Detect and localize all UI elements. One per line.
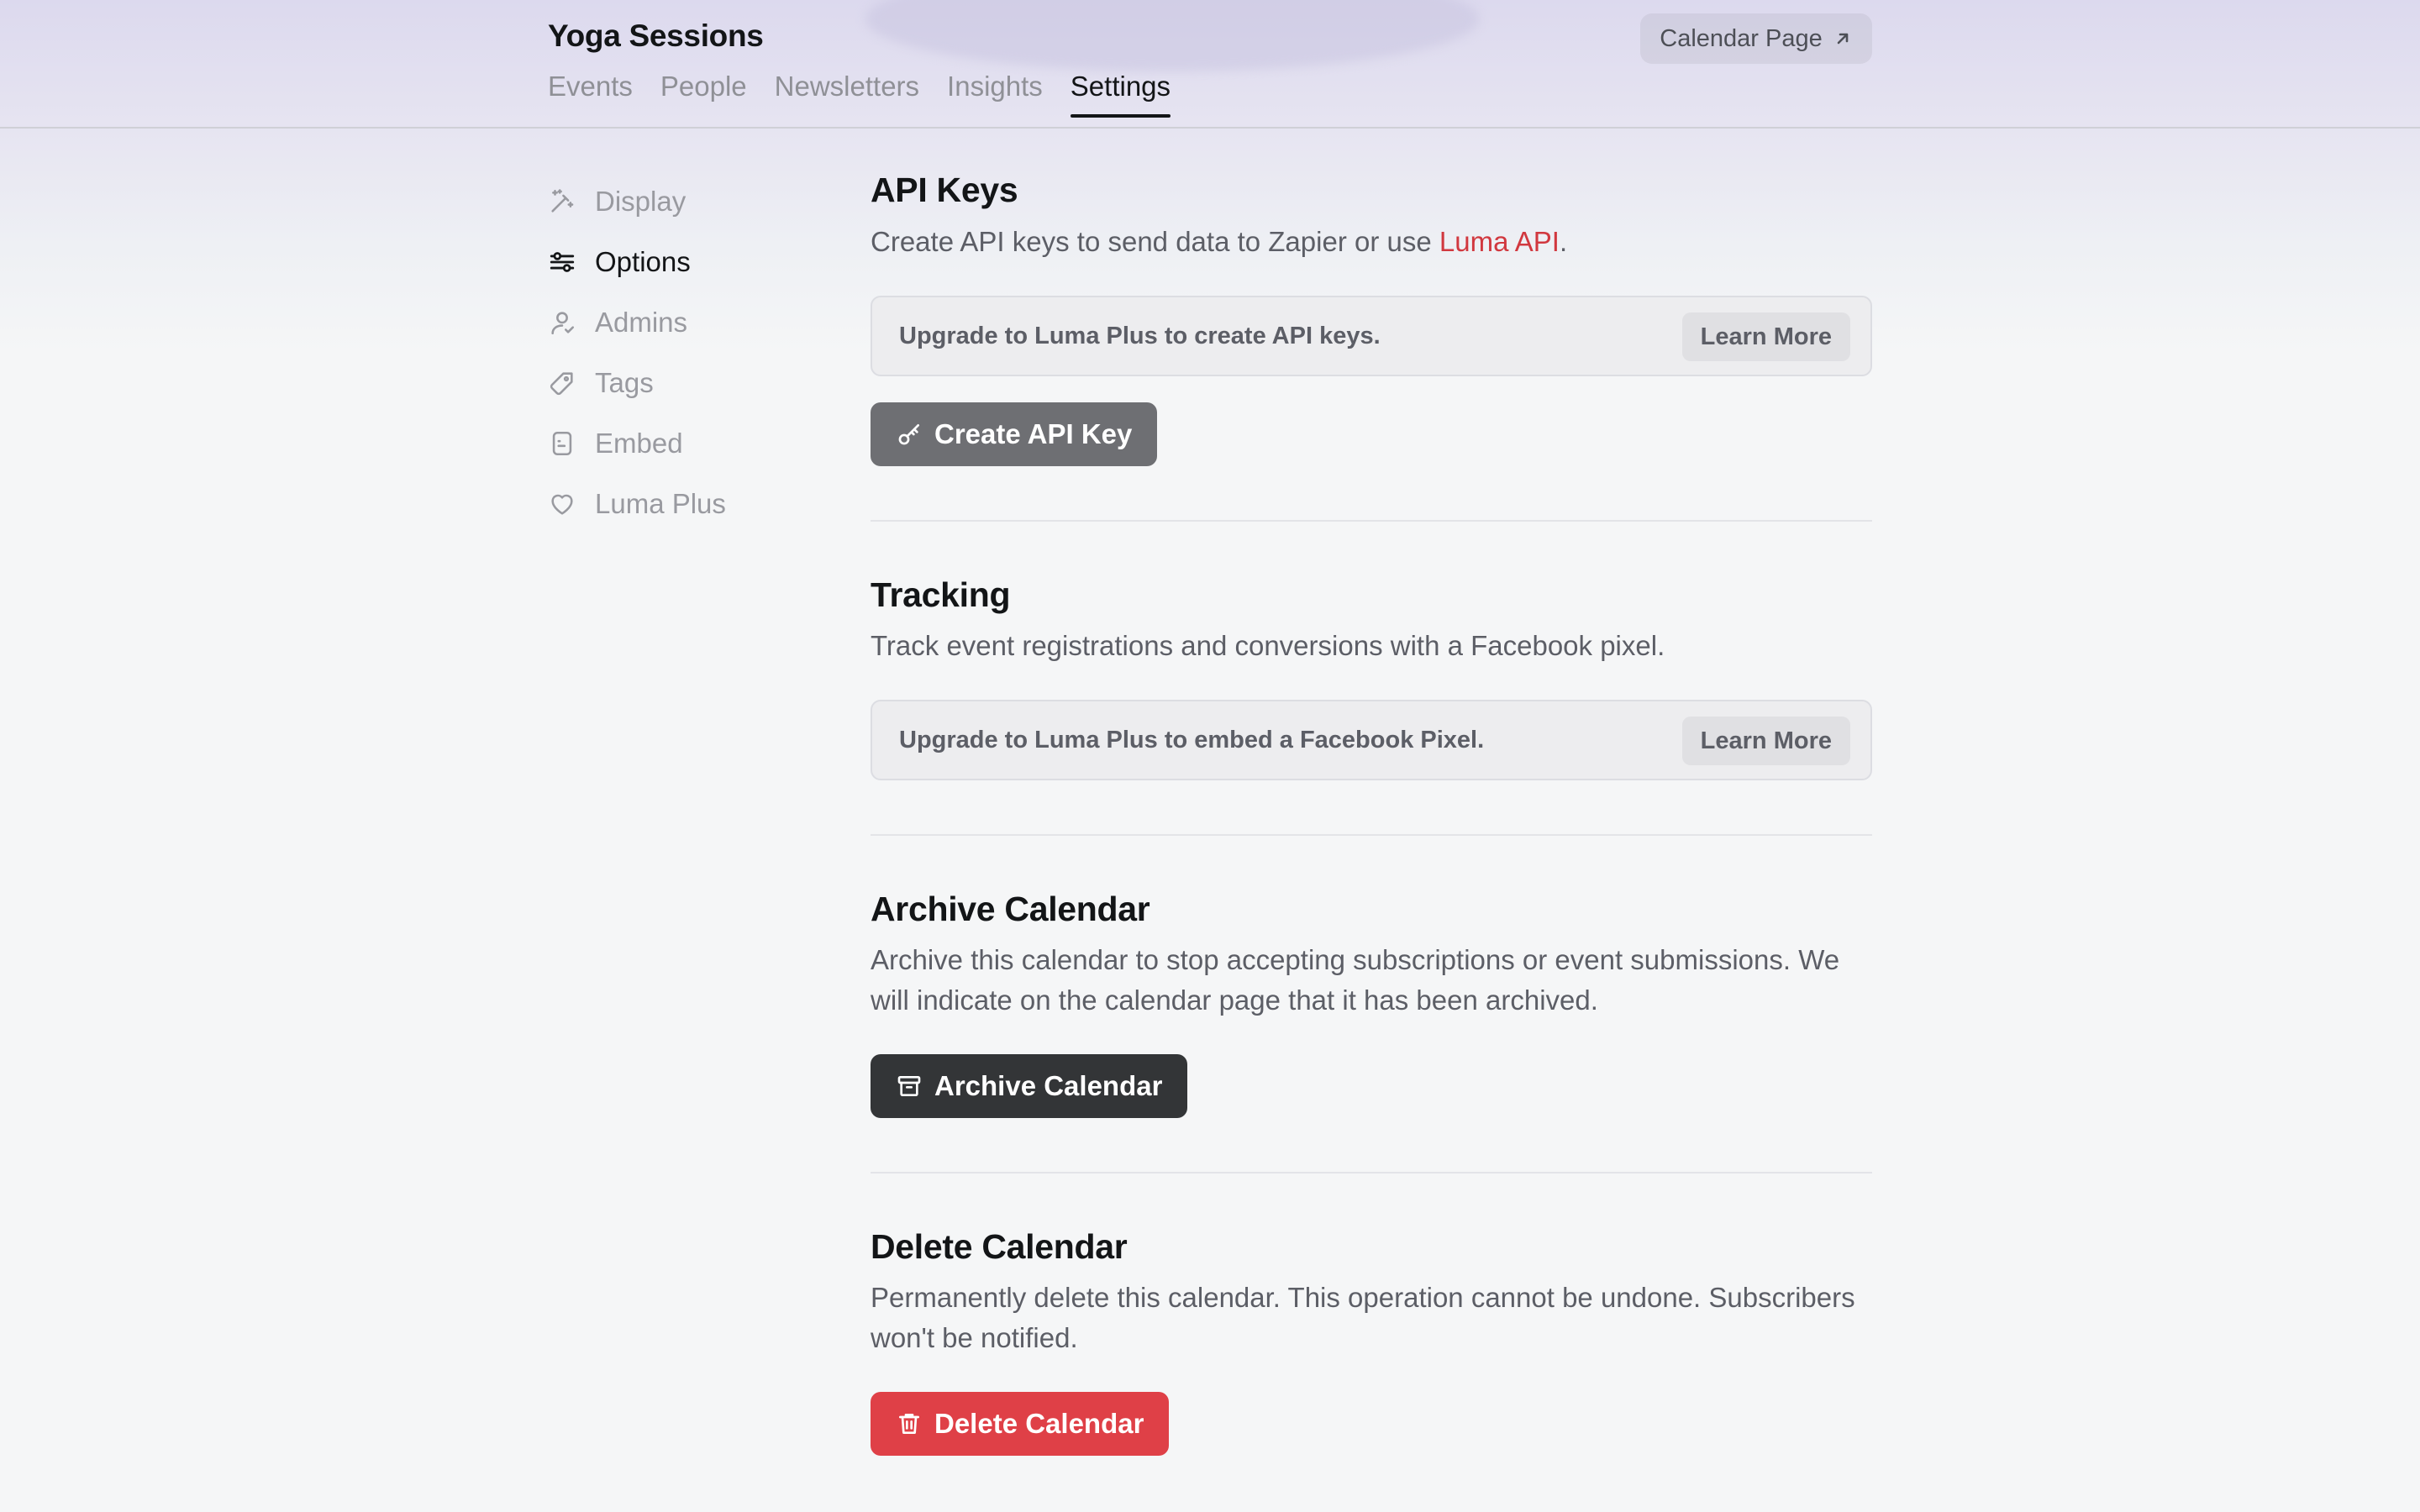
- upgrade-text: Upgrade to Luma Plus to create API keys.: [899, 323, 1381, 349]
- sidebar-item-embed[interactable]: [548, 413, 726, 474]
- tab-newsletters[interactable]: Newsletters: [774, 71, 920, 102]
- delete-calendar-description: Permanently delete this calendar. This operation cannot be undone. Subscribers won't be notified.: [871, 1282, 1855, 1353]
- delete-calendar-title: Delete Calendar: [871, 1227, 1128, 1266]
- calendar-page-button[interactable]: [1640, 13, 1872, 64]
- api-keys-title: API Keys: [871, 171, 1018, 209]
- sidebar-item-label: Embed: [595, 428, 683, 459]
- tab-events[interactable]: Events: [548, 71, 633, 102]
- sidebar-item-label: Tags: [595, 367, 654, 398]
- calendar-title: Yoga Sessions: [548, 18, 764, 53]
- upgrade-text: Upgrade to Luma Plus to embed a Facebook Pixel.: [899, 727, 1485, 753]
- api-keys-desc-suffix: .: [1559, 226, 1568, 257]
- archive-calendar-description: Archive this calendar to stop accepting subscriptions or event submissions. We will indicate on the calendar page that it has been archived.: [871, 944, 1840, 1016]
- tag-icon: [548, 369, 576, 397]
- sliders-icon: [548, 248, 576, 276]
- trash-icon: [896, 1410, 923, 1437]
- learn-more-button[interactable]: Learn More: [1682, 717, 1850, 765]
- sidebar-item-label: Display: [595, 186, 687, 217]
- sidebar-item-label: Luma Plus: [595, 488, 726, 519]
- archive-calendar-title: Archive Calendar: [871, 890, 1150, 928]
- sidebar-item-label: Options: [595, 246, 691, 277]
- key-icon: [896, 421, 923, 448]
- learn-more-button[interactable]: Learn More: [1682, 312, 1850, 361]
- delete-calendar-button[interactable]: [871, 1392, 1169, 1456]
- tab-people[interactable]: People: [660, 71, 747, 102]
- calendar-header: [0, 0, 2420, 129]
- section-divider: [871, 834, 1872, 836]
- tracking-upgrade-notice: [871, 700, 1872, 780]
- sidebar-item-label: Admins: [595, 307, 688, 338]
- api-keys-upgrade-notice: [871, 296, 1872, 376]
- magic-wand-icon: [548, 187, 576, 216]
- archive-calendar-label: Archive Calendar: [934, 1070, 1163, 1101]
- delete-calendar-label: Delete Calendar: [934, 1408, 1144, 1439]
- user-check-icon: [548, 308, 576, 337]
- create-api-key-button[interactable]: [871, 402, 1157, 466]
- sidebar-item-luma-plus[interactable]: [548, 474, 726, 534]
- sidebar-item-admins[interactable]: [548, 292, 726, 353]
- archive-icon: [896, 1073, 923, 1100]
- api-keys-description: [871, 222, 1872, 262]
- tab-bar: [548, 71, 1171, 116]
- create-api-key-label: Create API Key: [934, 418, 1133, 449]
- sidebar-item-tags[interactable]: [548, 353, 726, 413]
- sidebar-item-display[interactable]: [548, 171, 726, 232]
- embed-icon: [548, 429, 576, 458]
- sidebar-item-options[interactable]: [548, 232, 726, 292]
- tab-settings[interactable]: Settings: [1071, 71, 1171, 116]
- section-divider: [871, 1172, 1872, 1173]
- tracking-description: Track event registrations and conversions with a Facebook pixel.: [871, 630, 1665, 661]
- section-divider: [871, 520, 1872, 522]
- api-keys-desc-text: Create API keys to send data to Zapier or use: [871, 226, 1439, 257]
- settings-sidebar: [548, 171, 726, 534]
- tab-insights[interactable]: Insights: [947, 71, 1043, 102]
- luma-api-link[interactable]: Luma API: [1439, 226, 1560, 257]
- calendar-page-label: Calendar Page: [1660, 24, 1823, 52]
- tracking-title: Tracking: [871, 575, 1011, 614]
- heart-icon: [548, 490, 576, 518]
- arrow-up-right-icon: [1833, 29, 1853, 49]
- archive-calendar-button[interactable]: [871, 1054, 1187, 1118]
